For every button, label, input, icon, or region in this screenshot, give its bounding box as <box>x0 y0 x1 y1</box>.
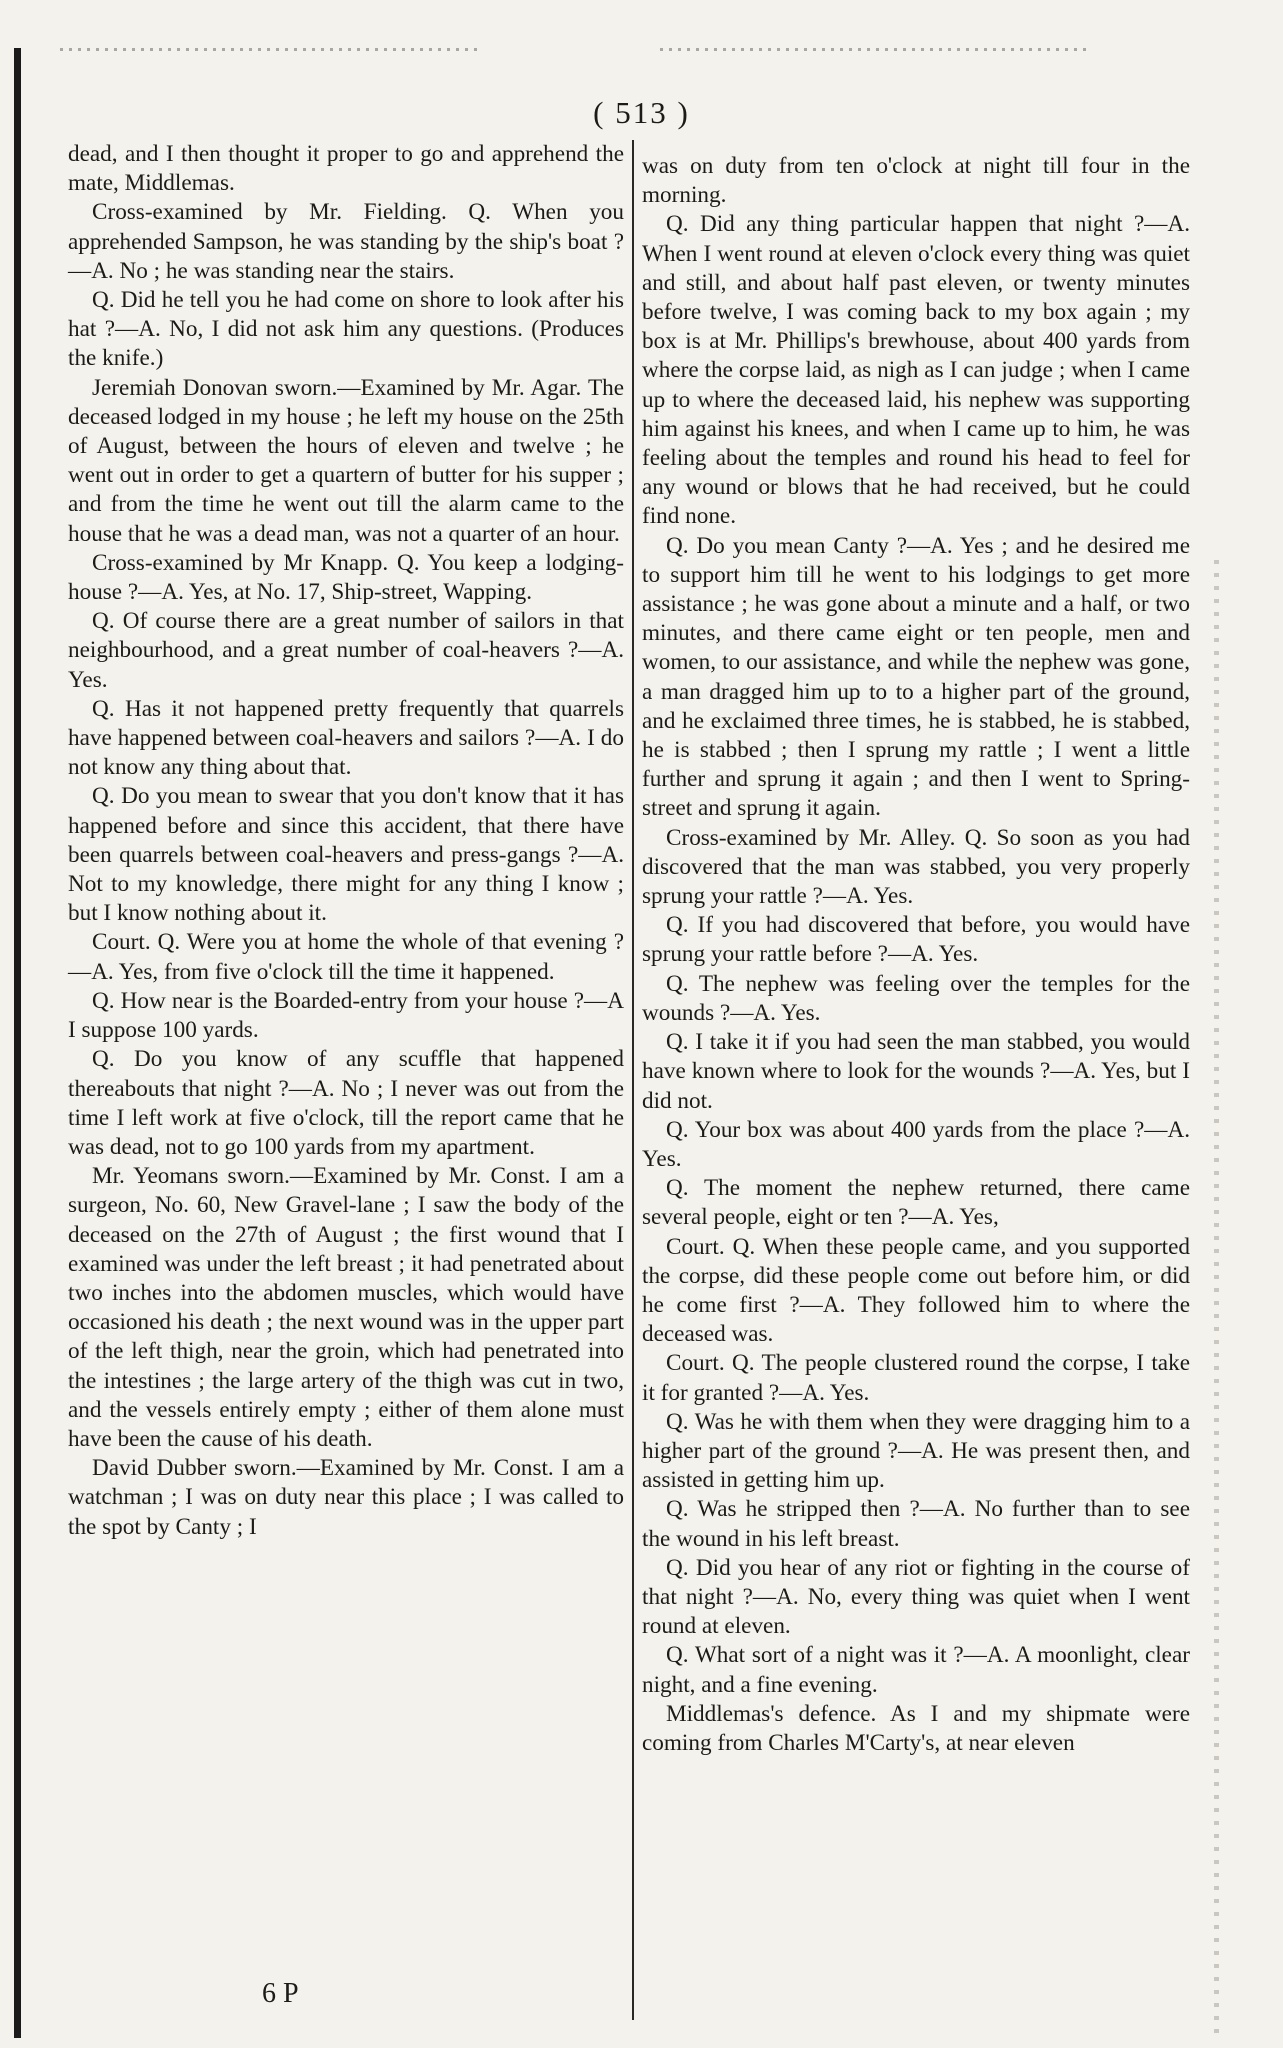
paragraph: Cross-examined by Mr Knapp. Q. You keep a lodging-house ?—A. Yes, at No. 17, Ship-street, Wapping. <box>68 549 624 606</box>
paragraph: Q. Was he with them when they were dragging him to a higher part of the ground ?—A. He was present then, and assisted in getting him up. <box>642 1408 1190 1494</box>
paragraph: Court. Q. When these people came, and you supported the corpse, did these people come out before him, or did he come first ?—A. They followed him to where the deceased was. <box>642 1233 1190 1348</box>
paragraph: Q. Do you know of any scuffle that happened thereabouts that night ?—A. No ; I never was out from the time I left work at five o'clock, till the report came that he was dead, not to go 100 yards from my apartment. <box>68 1046 624 1160</box>
paragraph: Q. The nephew was feeling over the temples for the wounds ?—A. Yes. <box>642 970 1190 1026</box>
paragraph: Q. Was he stripped then ?—A. No further than to see the wound in his left breast. <box>642 1496 1190 1552</box>
signature-mark: 6 P <box>262 1978 299 2009</box>
paragraph: Mr. Yeomans sworn.—Examined by Mr. Const. I am a surgeon, No. 60, New Gravel-lane ; I saw the body of the deceased on the 27th of August ; the first wound that I examined was under the left breast ; it had penetrated about two inches into the abdomen muscles, which would have occasioned his death ; the next wound was in the upper part of the left thigh, near the groin, which had penetrated into the intestines ; the large artery of the thigh was cut in two, and the vessels entirely empty ; either of them alone must have been the cause of his death. <box>68 1163 624 1452</box>
paragraph: Q. Did any thing particular happen that night ?—A. When I went round at eleven o'clock every thing was quiet and still, and about half past eleven, or twenty minutes before twelve, I was coming back to my box again ; my box is at Mr. Phillips's brewhouse, about 400 yards from where the corpse laid, as nigh as I can judge ; when I came up to where the deceased laid, his nephew was supporting him against his knees, and when I came up to him, he was feeling about the temples and round his head to feel for any wound or blows that he had received, but he could find none. <box>642 211 1190 530</box>
paragraph: Q. How near is the Boarded-entry from your house ?—A I suppose 100 yards. <box>68 987 624 1044</box>
paragraph: Q. Your box was about 400 yards from the place ?—A. Yes. <box>642 1116 1190 1172</box>
paragraph: Q. Did he tell you he had come on shore to look after his hat ?—A. No, I did not ask him any questions. (Produces the knife.) <box>68 287 624 372</box>
paragraph: Court. Q. Were you at home the whole of that evening ?—A. Yes, from five o'clock till the time it happened. <box>68 929 624 985</box>
paragraph: Cross-examined by Mr. Fielding. Q. When you apprehended Sampson, he was standing by the ship's boat ?—A. No ; he was standing near the stairs. <box>68 199 624 284</box>
paragraph: Middlemas's defence. As I and my shipmate were coming from Charles M'Carty's, at near eleven <box>642 1700 1190 1756</box>
paragraph: Q. I take it if you had seen the man stabbed, you would have known where to look for the wounds ?—A. Yes, but I did not. <box>642 1029 1190 1114</box>
paragraph: Q. If you had discovered that before, you would have sprung your rattle before ?—A. Yes. <box>642 912 1190 968</box>
paragraph: Q. Do you mean to swear that you don't know that it has happened before and since this accident, that there have been quarrels between coal-heavers and press-gangs ?—A. Not to my knowledge, there might for any thing I know ; but I know nothing about it. <box>68 783 624 927</box>
paragraph: Cross-examined by Mr. Alley. Q. So soon as you had discovered that the man was stabbed, you very properly sprung your rattle ?—A. Yes. <box>642 824 1190 910</box>
scan-noise-right-edge <box>1214 560 1219 2040</box>
paragraph: David Dubber sworn.—Examined by Mr. Const. I am a watchman ; I was on duty near this place ; I was called to the spot by Canty ; I <box>68 1455 624 1540</box>
left-column <box>68 140 624 1542</box>
scan-noise-top-left <box>60 48 480 51</box>
paragraph: Q. Did you hear of any riot or fighting in the course of that night ?—A. No, every thing was quiet when I went round at eleven. <box>642 1554 1190 1640</box>
binding-edge <box>14 48 21 2038</box>
paragraph: Q. The moment the nephew returned, there came several people, eight or ten ?—A. Yes, <box>642 1175 1190 1231</box>
paragraph: dead, and I then thought it proper to go and apprehend the mate, Middlemas. <box>68 141 624 197</box>
paragraph: Court. Q. The people clustered round the corpse, I take it for granted ?—A. Yes. <box>642 1350 1190 1406</box>
column-divider <box>632 140 634 2020</box>
scan-noise-top-right <box>660 48 1090 51</box>
paragraph: Q. Has it not happened pretty frequently that quarrels have happened between coal-heavers and sailors ?—A. I do not know any thing about that. <box>68 695 624 781</box>
paragraph: Q. What sort of a night was it ?—A. A moonlight, clear night, and a fine evening. <box>642 1642 1190 1698</box>
right-column <box>642 152 1190 1758</box>
page-number: ( 513 ) <box>593 95 690 130</box>
paragraph: Jeremiah Donovan sworn.—Examined by Mr. Agar. The deceased lodged in my house ; he left my house on the 25th of August, between the hours of eleven and twelve ; he went out in order to get a quartern of butter for his supper ; and from the time he went out till the alarm came to the house that he was a dead man, was not a quarter of an hour. <box>68 374 624 547</box>
paragraph: Q. Do you mean Canty ?—A. Yes ; and he desired me to support him till he went to his lodgings to get more assistance ; he was gone about a minute and a half, or two minutes, and there came eight or ten people, men and women, to our assistance, and while the nephew was gone, a man dragged him up to to a higher part of the ground, and he exclaimed three times, he is stabbed, he is stabbed, he is stabbed ; then I sprung my rattle ; I went a little further and sprung it again ; and then I went to Spring-street and sprung it again. <box>642 532 1190 822</box>
paragraph: was on duty from ten o'clock at night till four in the morning. <box>642 153 1190 209</box>
paragraph: Q. Of course there are a great number of sailors in that neighbourhood, and a great number of coal-heavers ?—A. Yes. <box>68 608 624 693</box>
